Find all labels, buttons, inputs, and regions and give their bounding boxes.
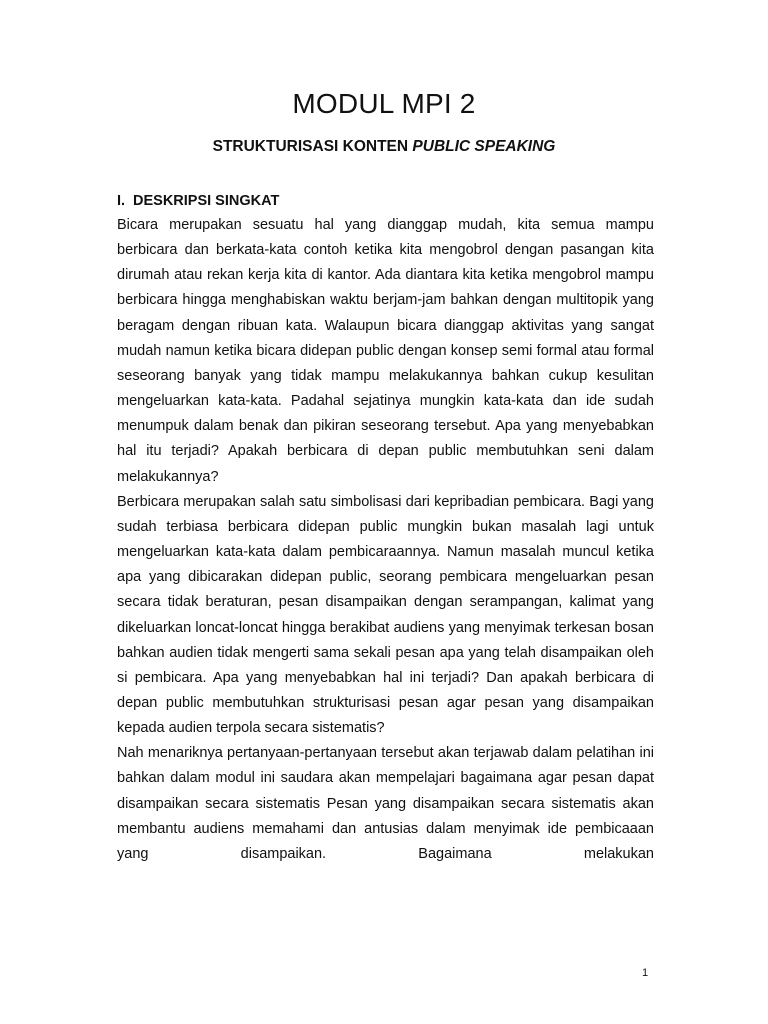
section-number: I. (117, 193, 126, 209)
page-title: MODUL MPI 2 (292, 88, 476, 119)
section-title: DESKRIPSI SINGKAT (133, 193, 280, 209)
body-text (117, 213, 654, 867)
subtitle-italic-text: PUBLIC SPEAKING (412, 138, 556, 155)
page-number: 1 (642, 967, 649, 979)
page-subtitle (0, 136, 768, 158)
paragraph-1: Bicara merupakan sesuatu hal yang dianggap mudah, kita semua mampu berbicara dan berkata-kata contoh ketika kita mengobrol dengan pasangan kita dirumah atau rekan kerja kita di kantor. Ada diantara kita ketika mengobrol mampu berbicara hingga menghabiskan waktu berjam-jam bahkan dengan multitopik yang beragam dengan ribuan kata. Walaupun bicara dianggap aktivitas yang sangat mudah namun ketika bicara didepan public dengan konsep semi formal atau formal seseorang banyak yang tidak mampu melakukannya bahkan cukup kesulitan mengeluarkan kata-kata. Padahal sejatinya mungkin kata-kata dan ide sudah menumpuk dalam benak dan pikiran seseorang tersebut. Apa yang menyebabkan hal itu terjadi? Apakah berbicara di depan public membutuhkan seni dalam melakukannya? (117, 217, 654, 485)
subtitle-regular-text: STRUKTURISASI KONTEN (212, 138, 413, 155)
paragraph-3: Nah menariknya pertanyaan-pertanyaan tersebut akan terjawab dalam pelatihan ini bahkan dalam modul ini saudara akan mempelajari bagaimana agar pesan dapat disampaikan secara sistematis Pesan yang disampaikan secara sistematis akan membantu audiens memahami dan antusias dalam menyimak ide pembicaaan yang disampaikan. Bagaimana melakukan (117, 745, 654, 862)
section-heading (117, 191, 279, 211)
paragraph-2: Berbicara merupakan salah satu simbolisasi dari kepribadian pembicara. Bagi yang sudah terbiasa berbicara didepan public mungkin bukan masalah lagi untuk mengeluarkan kata-kata dalam pembicaraannya. Namun masalah muncul ketika apa yang dibicarakan didepan public, seorang pembicara mengeluarkan pesan secara tidak beraturan, pesan disampaikan dengan serampangan, kalimat yang dikeluarkan loncat-loncat hingga berakibat audiens yang menyimak terkesan bosan bahkan audien tidak mengerti sama sekali pesan apa yang telah disampaikan oleh si pembicara. Apa yang menyebabkan hal ini terjadi? Dan apakah berbicara di depan public membutuhkan strukturisasi pesan agar pesan yang disampaikan kepada audien terpola secara sistematis? (117, 493, 654, 737)
